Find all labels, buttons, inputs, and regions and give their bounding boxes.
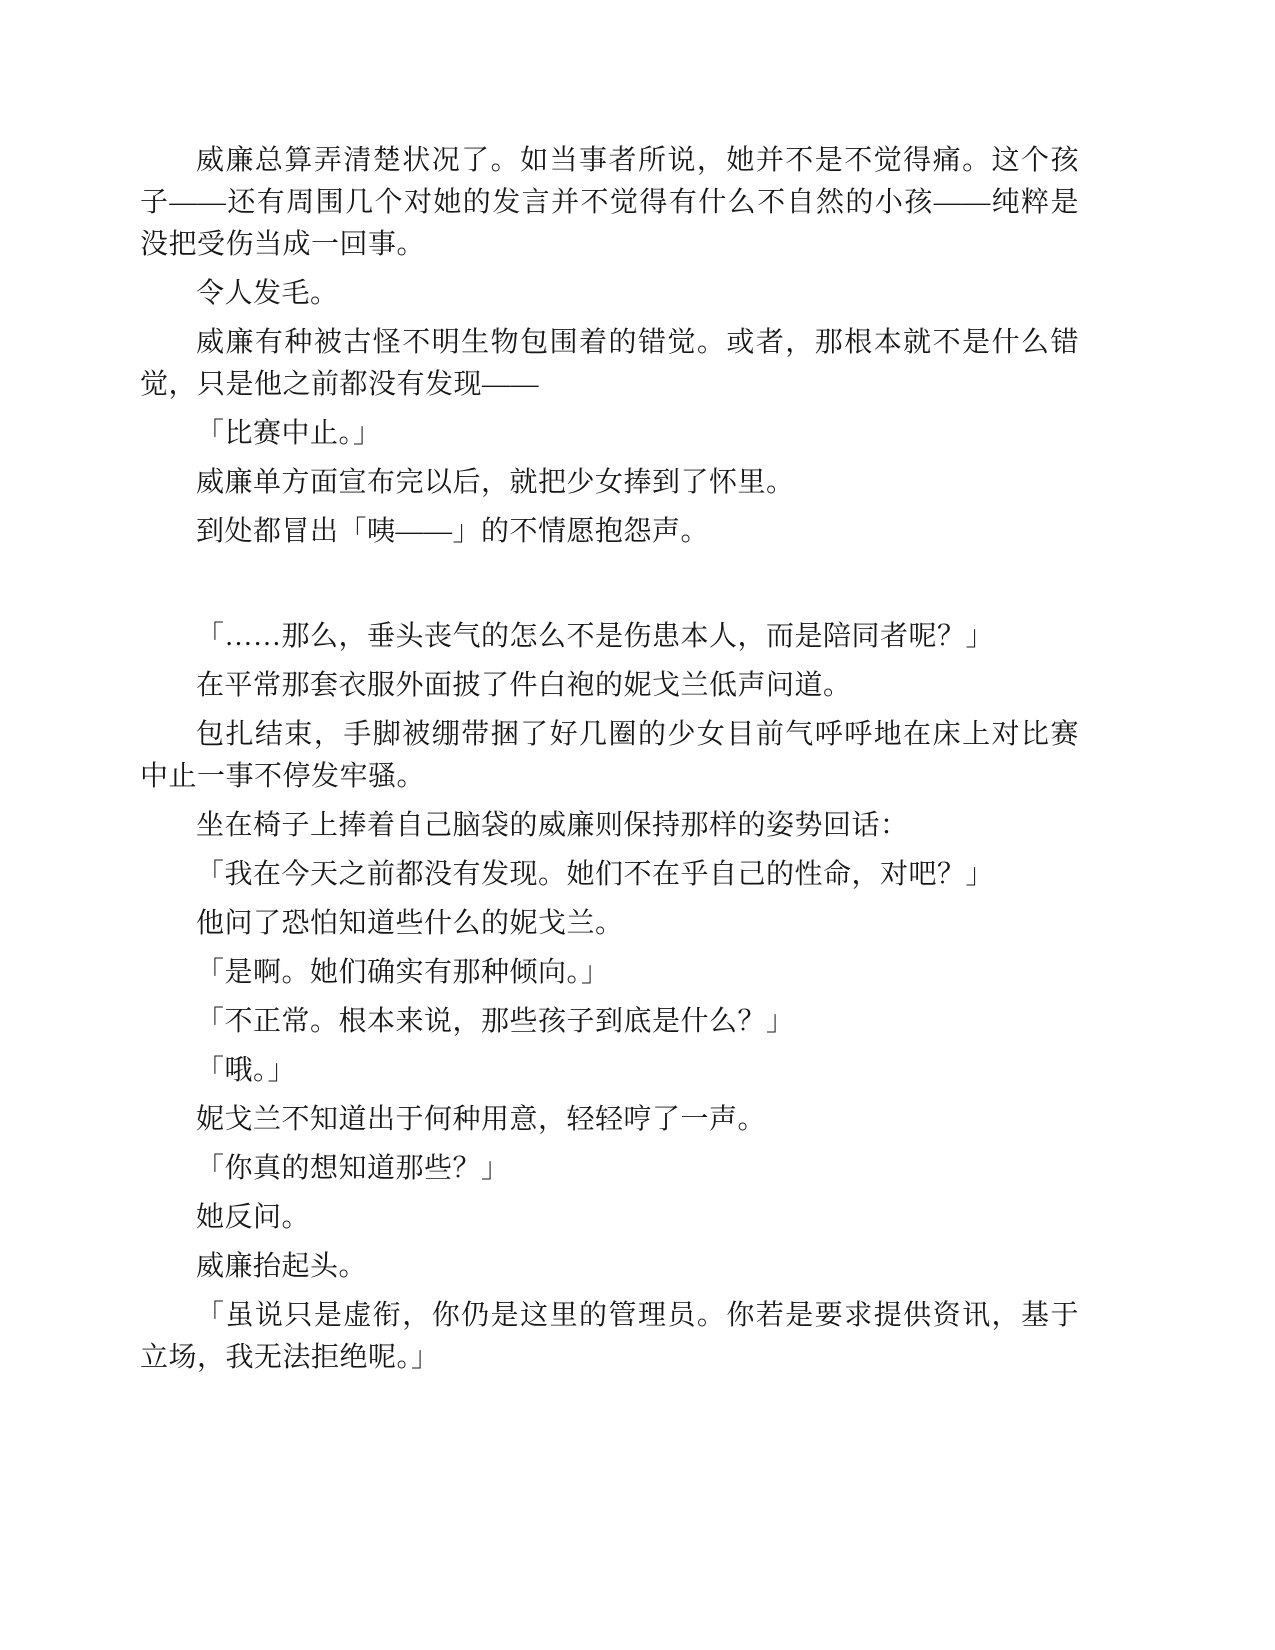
- scene-break-spacer: [140, 560, 1079, 616]
- paragraph: 到处都冒出「咦——」的不情愿抱怨声。: [196, 516, 710, 547]
- paragraph: 威廉单方面宣布完以后，就把少女捧到了怀里。: [196, 467, 795, 498]
- paragraph: 妮戈兰不知道出于何种用意，轻轻哼了一声。: [196, 1104, 767, 1135]
- paragraph: 威廉有种被古怪不明生物包围着的错觉。或者，那根本就不是什么错觉，只是他之前都没有发现——: [140, 327, 1079, 400]
- paragraph: 她反问。: [196, 1202, 311, 1233]
- paragraph: 威廉总算弄清楚状况了。如当事者所说，她并不是不觉得痛。这个孩子——还有周围几个对她的发言并不觉得有什么不自然的小孩——纯粹是没把受伤当成一回事。: [140, 145, 1079, 260]
- dialogue-line: 「你真的想知道那些？」: [196, 1153, 510, 1184]
- paragraph: 坐在椅子上捧着自己脑袋的威廉则保持那样的姿势回话：: [196, 810, 909, 841]
- paragraph: 令人发毛。: [196, 278, 339, 309]
- page-text: [140, 140, 1079, 1379]
- dialogue-line: 「比赛中止。」: [196, 418, 382, 449]
- paragraph: 他问了恐怕知道些什么的妮戈兰。: [196, 908, 624, 939]
- paragraph: 包扎结束，手脚被绷带捆了好几圈的少女目前气呼呼地在床上对比赛中止一事不停发牢骚。: [140, 719, 1079, 792]
- paragraph: 威廉抬起头。: [196, 1251, 368, 1282]
- dialogue-line: 「是啊。她们确实有那种倾向。」: [196, 957, 610, 988]
- dialogue-line: 「我在今天之前都没有发现。她们不在乎自己的性命，对吧？」: [196, 859, 995, 890]
- paragraph: 在平常那套衣服外面披了件白袍的妮戈兰低声问道。: [196, 670, 852, 701]
- dialogue-line: 「……那么，垂头丧气的怎么不是伤患本人，而是陪同者呢？」: [196, 621, 995, 652]
- dialogue-line: 「哦。」: [196, 1055, 297, 1086]
- dialogue-line: 「不正常。根本来说，那些孩子到底是什么？」: [196, 1006, 795, 1037]
- dialogue-line: 「虽说只是虚衔，你仍是这里的管理员。你若是要求提供资讯，基于立场，我无法拒绝呢。」: [140, 1300, 1079, 1373]
